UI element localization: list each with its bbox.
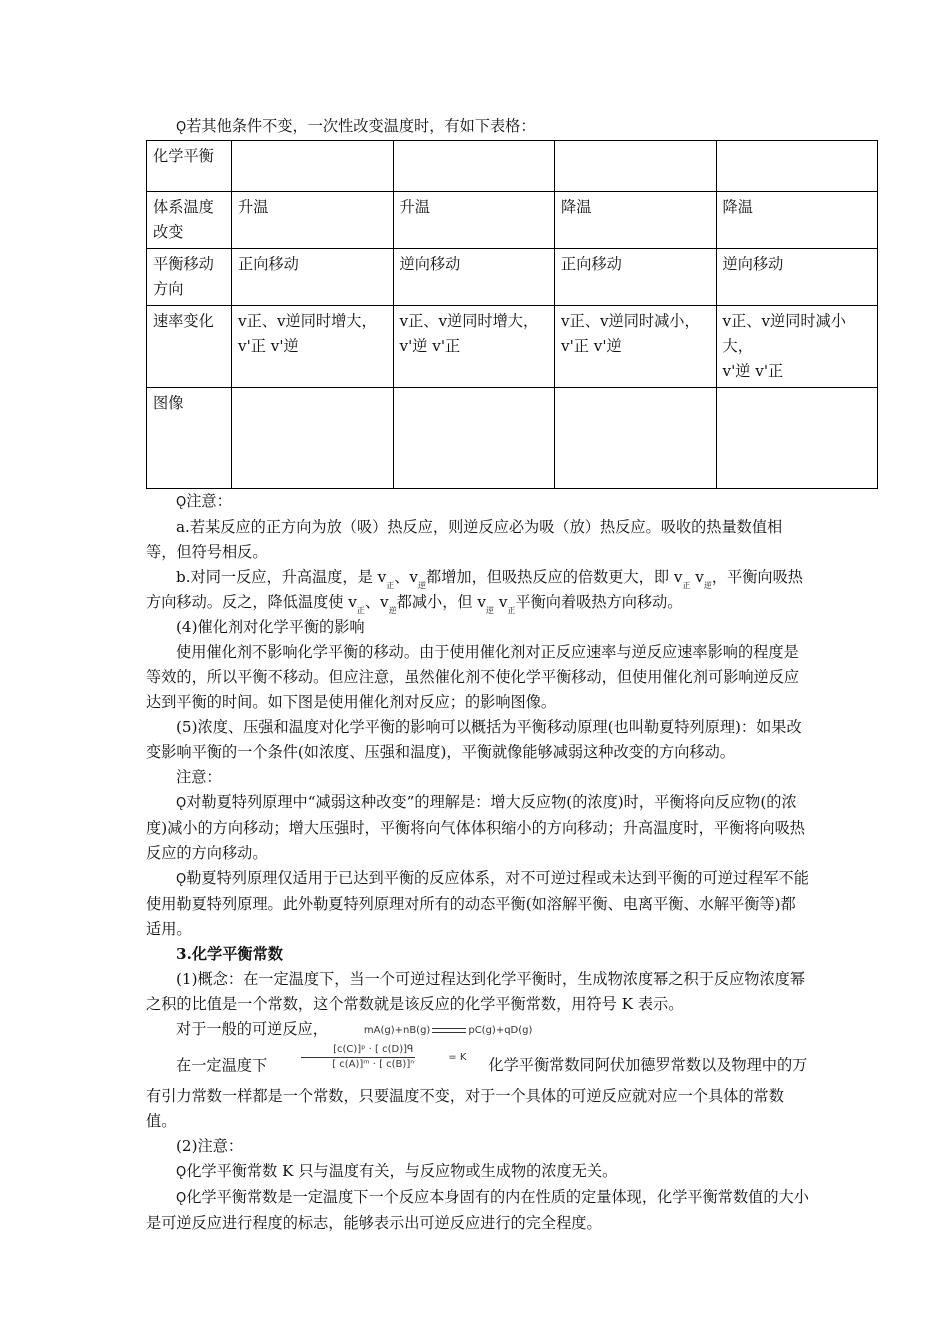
table-cell: v正、v逆同时增大， v'逆 v'正 bbox=[393, 306, 555, 388]
table-cell: 化学平衡 bbox=[147, 141, 232, 192]
note-b: b.对同一反应，升高温度，是 $v_正$、$v_逆$都增加，但吸热反应的倍数更大，即 $v_正$ $v_逆$，平衡向吸热方向移动。反之，降低温度使 $v_正$、$v_逆$都减小，但 $v_逆$ $v_正$平衡向着吸热方向移动。 bbox=[146, 568, 803, 615]
table-row bbox=[147, 192, 878, 249]
note2-label: 注意： bbox=[176, 768, 222, 786]
table-cell: 升温 bbox=[232, 192, 394, 249]
note-label: Ǫ注意： bbox=[176, 492, 232, 510]
table-cell: 平衡移动方向 bbox=[147, 249, 232, 306]
table-cell bbox=[555, 388, 717, 489]
table-cell: 降温 bbox=[716, 192, 878, 249]
bullet-icon: Ǫ bbox=[176, 120, 187, 135]
table-cell: 逆向移动 bbox=[716, 249, 878, 306]
table-row bbox=[147, 388, 878, 489]
note2-item: Ǫ对勒夏特列原理中“减弱这种改变”的理解是：增大反应物(的浓度)时，平衡将向反应物(的浓度)减小的方向移动；增大压强时，平衡将向气体体积缩小的方向移动；升高温度时，平衡将向吸热反应的方向移动。 bbox=[146, 793, 805, 862]
note3-item: Ǫ化学平衡常数 K 只与温度有关，与反应物或生成物的浓度无关。 bbox=[176, 1161, 618, 1180]
table-cell: 逆向移动 bbox=[393, 249, 555, 306]
bullet-icon: Ǫ bbox=[176, 495, 187, 510]
note2-item: Ǫ勒夏特列原理仅适用于已达到平衡的反应体系，对不可逆过程或未达到平衡的可逆过程军不能使用勒夏特列原理。此外勒夏特列原理对所有的动态平衡(如溶解平衡、电离平衡、水解平衡等)都适用。 bbox=[146, 869, 809, 938]
equilibrium-constant-formula: $\frac{\text{[c(C)]ᵖ · [ c(D)]ᑫ}}{\text{[ c(A)]ᵐ · [ c(B)]ⁿ}}$ = K bbox=[271, 1037, 466, 1072]
table-cell: v正、v逆同时减小大， v'逆 v'正 bbox=[716, 306, 878, 388]
concept-text: (1)概念：在一定温度下，当一个可逆过程达到化学平衡时，生成物浓度幂之积于反应物浓度幂之积的比值是一个常数，这个常数就是该反应的化学平衡常数，用符号 K 表示。 bbox=[146, 970, 806, 1013]
table-row bbox=[147, 306, 878, 388]
temperature-table bbox=[146, 140, 878, 489]
table-cell: v正、v逆同时增大， v'正 v'逆 bbox=[232, 306, 394, 388]
principle-text: (5)浓度、压强和温度对化学平衡的影响可以概括为平衡移动原理(也叫勒夏特列原理)：如果改变影响平衡的一个条件(如浓度、压强和温度)，平衡就像能够减弱这种改变的方向移动。 bbox=[146, 718, 802, 761]
table-cell: 正向移动 bbox=[232, 249, 394, 306]
equilibrium-arrow-icon bbox=[432, 1026, 466, 1034]
table-cell bbox=[555, 141, 717, 192]
catalyst-title: (4)催化剂对化学平衡的影响 bbox=[176, 618, 365, 636]
table-cell bbox=[232, 388, 394, 489]
table-cell bbox=[716, 388, 878, 489]
constant-text: 在一定温度下 $\frac{\text{[c(C)]ᵖ · [ c(D)]ᑫ}}{\text{[ c(A)]ᵐ · [ c(B)]ⁿ}}$ = K 化学平衡常数同阿伏加德罗常数以及物理中的万有引力常数一样都是一个常数，只要温度不变，对于一个具体的可逆反应就对应一个具体的常数值。 bbox=[146, 1049, 810, 1134]
note3-item: Ǫ化学平衡常数是一定温度下一个反应本身固有的内在性质的定量体现，化学平衡常数值的大小是可逆反应进行程度的标志，能够表示出可逆反应进行的完全程度。 bbox=[146, 1187, 809, 1232]
bullet-icon: Ǫ bbox=[176, 1164, 187, 1180]
table-cell: 正向移动 bbox=[555, 249, 717, 306]
table-cell bbox=[393, 388, 555, 489]
table-cell bbox=[232, 141, 394, 192]
bullet-icon: Ǫ bbox=[176, 872, 187, 887]
table-cell bbox=[393, 141, 555, 192]
bullet-icon: Ǫ bbox=[176, 796, 187, 811]
section-heading: 3.化学平衡常数 bbox=[176, 945, 283, 963]
table-row bbox=[147, 249, 878, 306]
table-cell: 体系温度改变 bbox=[147, 192, 232, 249]
reaction-equation: mA(g)+nB(g) pC(g)+qD(g) bbox=[363, 1024, 533, 1036]
bullet-icon: Ǫ bbox=[176, 1190, 187, 1206]
table-cell: 图像 bbox=[147, 388, 232, 489]
catalyst-text: 使用催化剂不影响化学平衡的移动。由于使用催化剂对正反应速率与逆反应速率影响的程度是等效的，所以平衡不移动。但应注意，虽然催化剂不使化学平衡移动，但使用催化剂可影响逆反应达到平衡的时间。如下图是使用催化剂对反应；的影响图像。 bbox=[146, 643, 800, 711]
general-reaction: 对于一般的可逆反应， mA(g)+nB(g) pC(g)+qD(g) bbox=[146, 1017, 810, 1043]
table-row bbox=[147, 141, 878, 192]
table-cell: 速率变化 bbox=[147, 306, 232, 388]
intro-paragraph: Ǫ若其他条件不变，一次性改变温度时，有如下表格： bbox=[176, 117, 536, 135]
note-a: a.若某反应的正方向为放（吸）热反应，则逆反应必为吸（放）热反应。吸收的热量数值相等，但符号相反。 bbox=[146, 518, 783, 561]
document-page bbox=[146, 114, 846, 1236]
table-cell: 升温 bbox=[393, 192, 555, 249]
table-cell bbox=[716, 141, 878, 192]
table-cell: 降温 bbox=[555, 192, 717, 249]
table-cell: v正、v逆同时减小， v'正 v'逆 bbox=[555, 306, 717, 388]
note3-label: (2)注意： bbox=[176, 1136, 244, 1155]
